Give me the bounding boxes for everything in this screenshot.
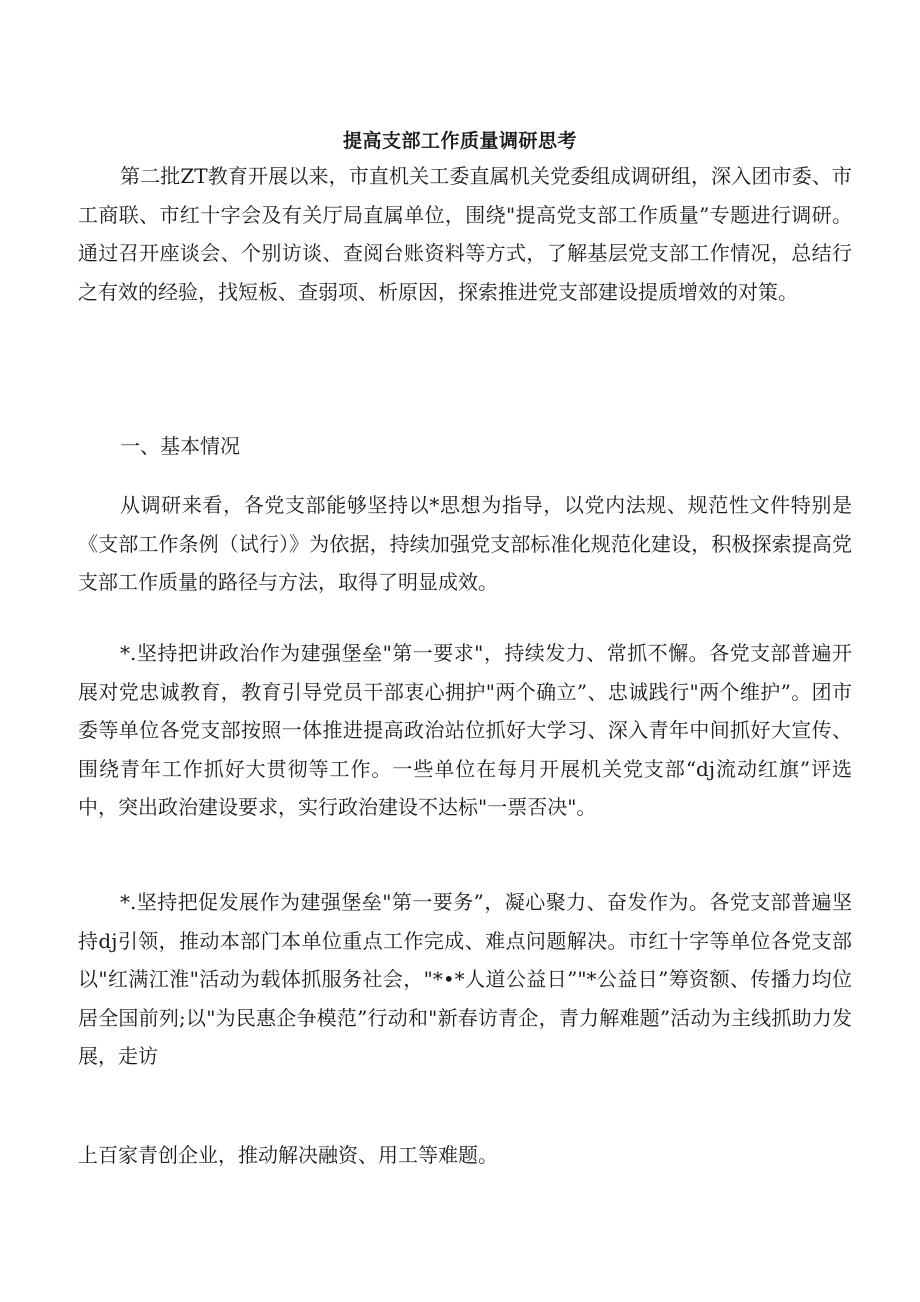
- paragraph-intro: 第二批ZT教育开展以来，市直机关工委直属机关党委组成调研组，深入团市委、市工商联、市红十字会及有关厅局直属单位，围绕"提高党支部工作质量”专题进行调研。通过召开座谈会、个别访谈、查阅台账资料等方式，了解基层党支部工作情况，总结行之有效的经验，找短板、查弱项、析原因，探索推进党支部建设提质增效的对策。: [78, 164, 852, 304]
- document-title: 提高支部工作质量调研思考: [342, 130, 577, 152]
- section-heading-basic-situation: 一、基本情况: [120, 434, 240, 458]
- paragraph-development-continued: 上百家青创企业，推动解决融资、用工等难题。: [78, 1143, 498, 1167]
- paragraph-overview: 从调研来看，各党支部能够坚持以*思想为指导，以党内法规、规范性文件特别是《支部工作条例（试行）》为依据，持续加强党支部标准化规范化建设，积极探索提高党支部工作质量的路径与方法，取得了明显成效。: [78, 493, 852, 594]
- paragraph-politics: *.坚持把讲政治作为建强堡垒"第一要求"，持续发力、常抓不懈。各党支部普遍开展对党忠诚教育，教育引导党员干部衷心拥护"两个确立”、忠诚践行"两个维护”。团市委等单位各党支部按照一体推进提高政治站位抓好大学习、深入青年中间抓好大宣传、围绕青年工作抓好大贯彻等工作。一些单位在每月开展机关党支部“dj流动红旗”评选中，突出政治建设要求，实行政治建设不达标"一票否决"。: [78, 641, 852, 819]
- paragraph-development: *.坚持把促发展作为建强堡垒"第一要务”，凝心聚力、奋发作为。各党支部普遍坚持dj引领，推动本部门本单位重点工作完成、难点问题解决。市红十字等单位各党支部以"红满江淮"活动为载体抓服务社会，"*•*人道公益日”"*公益日”筹资额、传播力均位居全国前列;以"为民惠企争模范”行动和"新春访青企，青力解难题”活动为主线抓助力发展，走访: [78, 890, 852, 1068]
